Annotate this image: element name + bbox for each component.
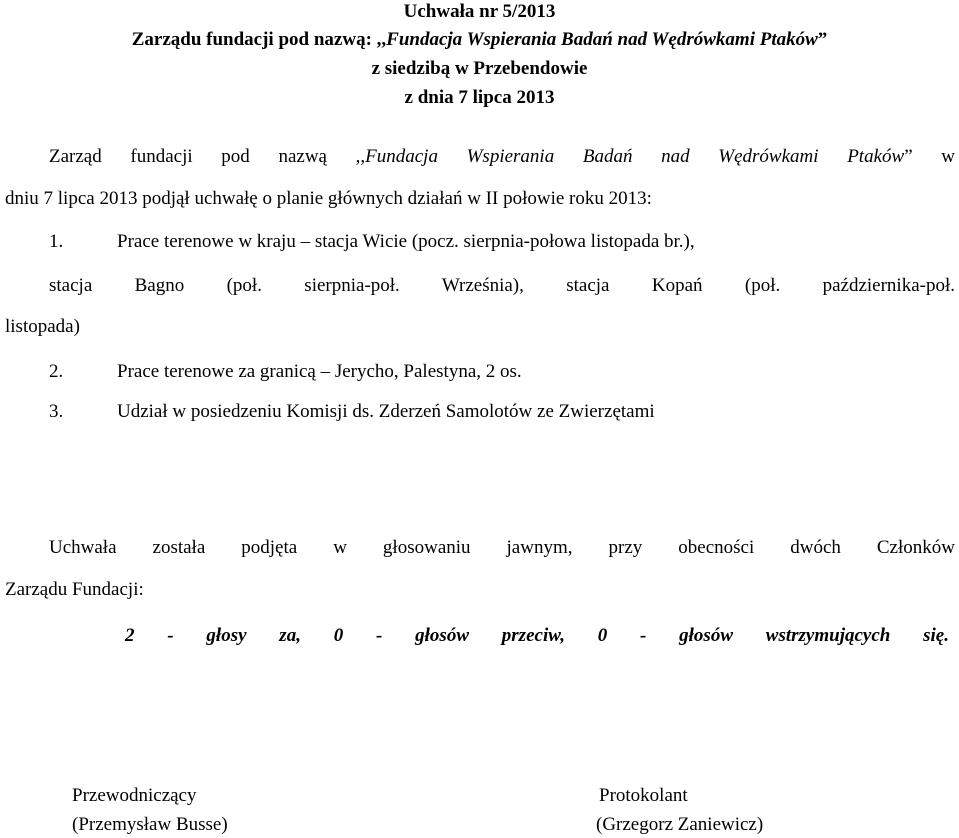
seat-line: z siedzibą w Przebendowie (371, 58, 588, 79)
item-3-text: Udział w posiedzeniu Komisji ds. Zderzeń Samolotów ze Zwierzętami (117, 401, 655, 422)
board-prefix: Zarządu fundacji pod nazwą: ,, (131, 29, 387, 50)
item-1-line-3: listopada) (5, 316, 80, 337)
item-1-number: 1. (49, 231, 64, 252)
board-foundation-name: Fundacja Wspierania Badań nad Wędrówkami Ptaków (386, 29, 818, 50)
board-suffix: ” (817, 29, 828, 50)
intro-suffix: ” w (904, 146, 955, 167)
vote-result: 2 - głosy za, 0 - głosów przeciw, 0 - głosów wstrzymujących się. (125, 625, 949, 646)
resolution-title: Uchwała nr 5/2013 (403, 1, 556, 22)
item-3-number: 3. (49, 401, 64, 422)
item-1-line-2: stacja Bagno (poł. sierpnia-poł. Września), stacja Kopań (poł. października-poł. (49, 275, 955, 296)
recorder-role: Protokolant (599, 785, 688, 806)
chairman-role: Przewodniczący (72, 785, 197, 806)
resolution-line-1: Uchwała została podjęta w głosowaniu jawnym, przy obecności dwóch Członków (49, 537, 955, 558)
item-1-line-1: Prace terenowe w kraju – stacja Wicie (pocz. sierpnia-połowa listopada br.), (117, 231, 695, 252)
resolution-line-2: Zarządu Fundacji: (5, 579, 144, 600)
intro-line-2: dniu 7 lipca 2013 podjął uchwałę o planie głównych działań w II połowie roku 2013: (5, 188, 652, 209)
intro-prefix: Zarząd fundacji pod nazwą ,, (49, 146, 366, 167)
item-2-number: 2. (49, 361, 64, 382)
board-line (0, 30, 959, 49)
intro-line-1 (49, 147, 955, 166)
date-line: z dnia 7 lipca 2013 (404, 87, 555, 108)
chairman-name: (Przemysław Busse) (72, 814, 228, 835)
item-2-text: Prace terenowe za granicą – Jerycho, Palestyna, 2 os. (117, 361, 522, 382)
recorder-name: (Grzegorz Zaniewicz) (596, 814, 764, 835)
intro-foundation-name: Fundacja Wspierania Badań nad Wędrówkami Ptaków (365, 146, 905, 167)
